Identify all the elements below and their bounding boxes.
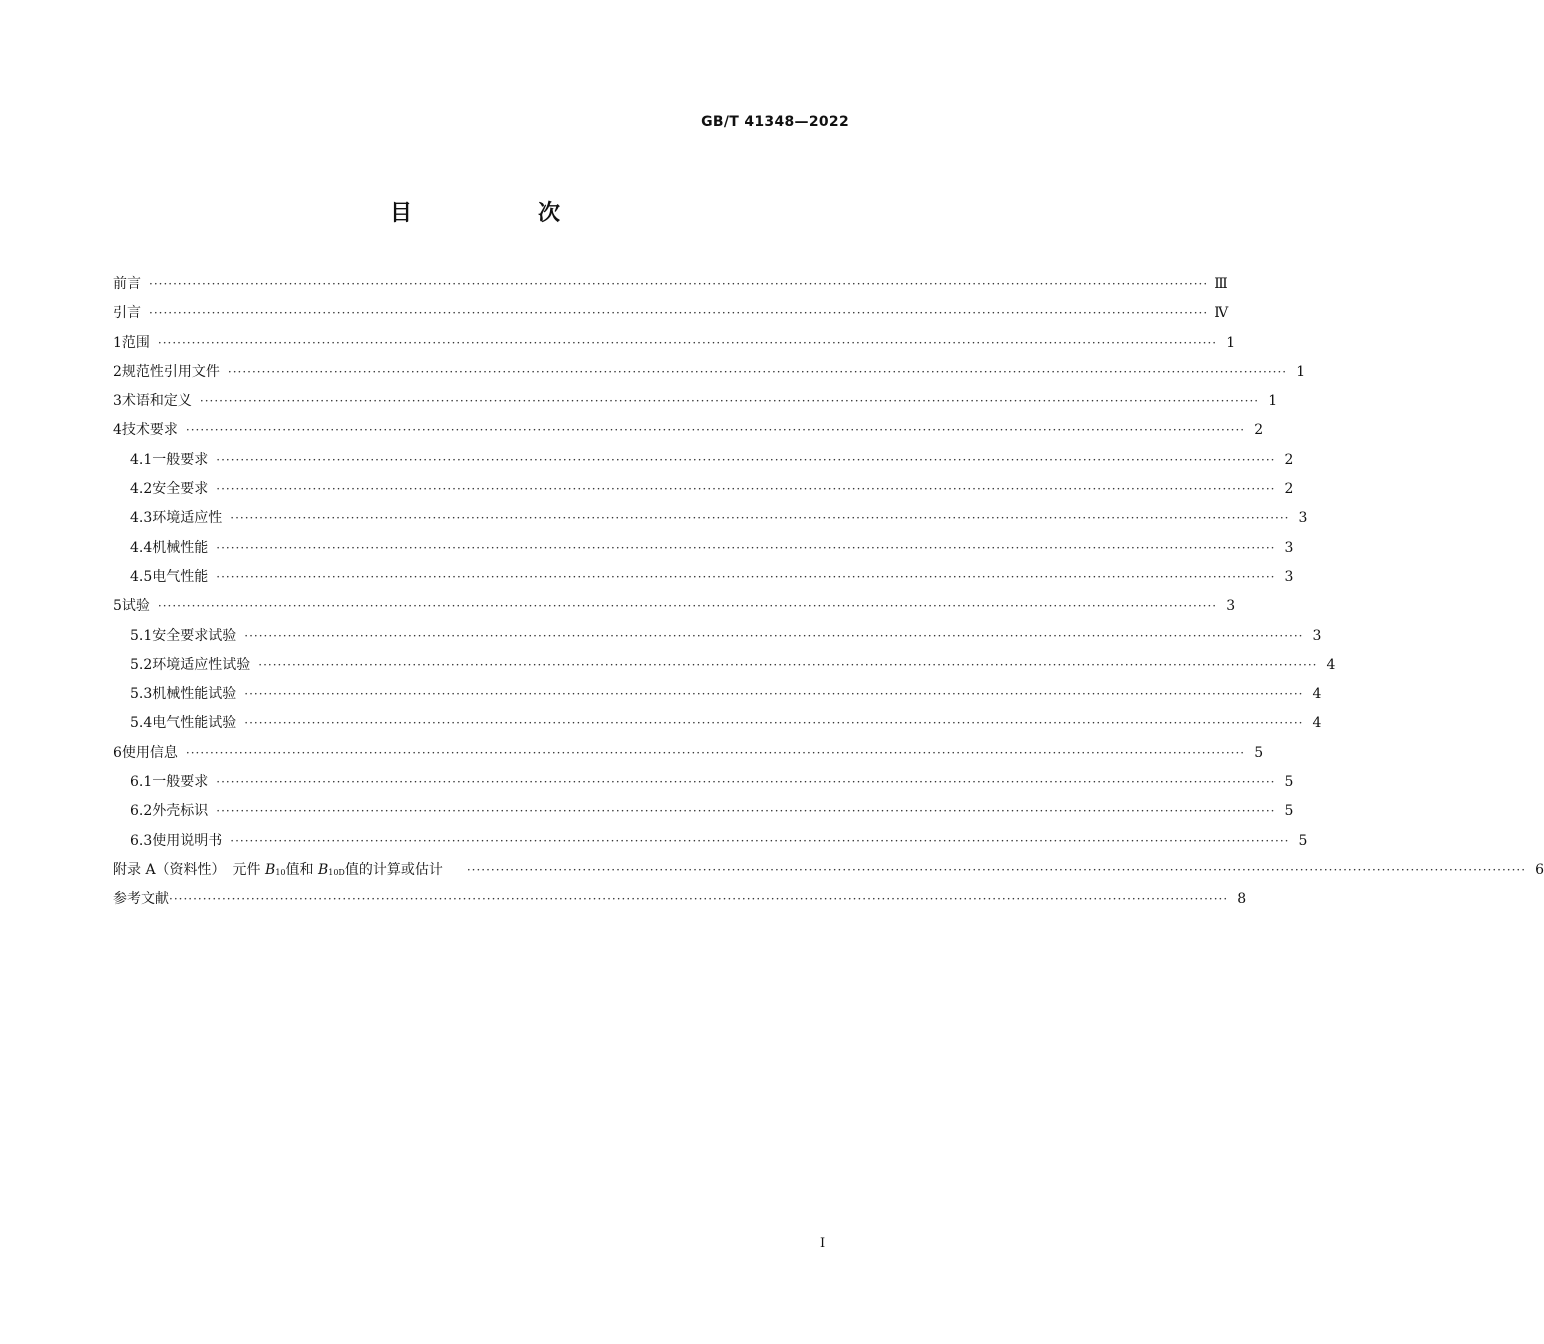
toc-page: 4 <box>1326 656 1336 673</box>
toc-label: 机械性能 <box>152 539 209 556</box>
leader-dots: ···························································································································································································································· <box>216 452 1276 467</box>
toc-page: 4 <box>1312 686 1322 703</box>
toc-label: 范围 <box>121 334 150 351</box>
toc-label: 电气性能 <box>152 568 209 585</box>
toc-page: 5 <box>1284 774 1294 791</box>
toc-page: 5 <box>1254 744 1264 761</box>
leader-dots: ···························································································································································································································· <box>227 364 1288 379</box>
toc-label: 安全要求 <box>152 481 209 498</box>
toc-label: 外壳标识 <box>152 803 209 820</box>
toc-page: Ⅲ <box>1214 276 1228 292</box>
toc-label: 电气性能试验 <box>152 715 237 732</box>
toc-entry-4-1[interactable] <box>113 446 1294 475</box>
toc-label: 环境适应性 <box>152 510 223 527</box>
toc-label: 参考文献 <box>113 891 169 908</box>
toc-label: 技术要求 <box>121 422 178 439</box>
annex-prefix: 附录 A（资料性） 元件 <box>113 861 266 878</box>
table-of-contents <box>113 270 1544 915</box>
toc-number: 4.3 <box>130 510 153 527</box>
toc-label: 术语和定义 <box>121 393 192 410</box>
page-title: 目 次 <box>389 201 612 226</box>
toc-number: 4.2 <box>130 481 153 498</box>
leader-dots: ···························································································································································································································· <box>244 628 1304 643</box>
toc-number: 6.2 <box>130 803 153 820</box>
leader-dots: ···························································································································································································································· <box>216 482 1276 497</box>
leader-dots: ···························································································································································································································· <box>216 569 1276 584</box>
toc-entry-4-3[interactable] <box>113 504 1308 533</box>
toc-entry-4-5[interactable] <box>113 563 1294 592</box>
toc-number: 4.4 <box>130 539 153 556</box>
leader-dots: ···························································································································································································································· <box>149 306 1209 321</box>
toc-number: 4.1 <box>130 451 153 468</box>
standard-code: GB/T 41348—2022 <box>701 114 849 130</box>
leader-dots: ···························································································································································································································· <box>216 804 1276 819</box>
annex-sub-10d: 10D <box>328 867 345 877</box>
toc-label: 一般要求 <box>152 451 209 468</box>
toc-page: 1 <box>1296 363 1306 380</box>
page-number: I <box>820 1236 826 1251</box>
toc-page: 5 <box>1298 832 1308 849</box>
toc-page: 3 <box>1312 627 1322 644</box>
toc-number: 6.3 <box>130 832 153 849</box>
toc-number: 5.3 <box>130 686 153 703</box>
toc-page: Ⅳ <box>1214 305 1229 322</box>
toc-label: 试验 <box>121 598 150 615</box>
toc-entry-6-1[interactable] <box>113 768 1294 797</box>
toc-page: 1 <box>1226 334 1236 351</box>
toc-page: 2 <box>1284 451 1294 468</box>
toc-number: 5.4 <box>130 715 153 732</box>
toc-number: 6.1 <box>130 774 153 791</box>
annex-var-b: B <box>265 861 276 878</box>
toc-page: 6 <box>1535 861 1544 878</box>
toc-entry-5-1[interactable] <box>113 622 1322 651</box>
leader-dots: ···························································································································································································································· <box>149 277 1209 291</box>
leader-dots: ···························································································································································································································· <box>230 511 1290 526</box>
toc-label: 一般要求 <box>152 774 209 791</box>
toc-entry-2[interactable] <box>113 358 1306 387</box>
toc-entry-4[interactable] <box>113 416 1264 445</box>
toc-page: 3 <box>1226 598 1236 615</box>
leader-dots: ···························································································································································································································· <box>216 540 1276 555</box>
toc-entry-5-2[interactable] <box>113 651 1336 680</box>
toc-entry-annex-a[interactable] <box>113 856 1544 885</box>
leader-dots: ···························································································································································································································· <box>169 892 1229 907</box>
toc-entry-references[interactable] <box>113 885 1247 914</box>
leader-dots: ···························································································································································································································· <box>244 687 1304 702</box>
leader-dots: ···························································································································································································································· <box>157 335 1218 350</box>
leader-dots: ···························································································································································································································· <box>258 657 1318 672</box>
toc-label: 安全要求试验 <box>152 627 237 644</box>
toc-entry-5[interactable] <box>113 592 1236 621</box>
leader-dots: ···························································································································································································································· <box>230 833 1290 848</box>
annex-sub-10: 10 <box>275 867 286 877</box>
annex-mid: 值和 <box>285 861 318 878</box>
toc-label: 使用信息 <box>121 744 178 761</box>
toc-number: 4 <box>113 422 122 439</box>
leader-dots: ···························································································································································································································· <box>466 862 1527 877</box>
toc-number: 3 <box>113 393 122 410</box>
toc-entry-1[interactable] <box>113 329 1236 358</box>
toc-number: 2 <box>113 363 122 380</box>
toc-entry-foreword[interactable] <box>113 270 1228 299</box>
toc-page: 3 <box>1284 568 1294 585</box>
leader-dots: ···························································································································································································································· <box>199 394 1260 409</box>
toc-entry-3[interactable] <box>113 387 1278 416</box>
toc-entry-6[interactable] <box>113 739 1264 768</box>
toc-entry-introduction[interactable] <box>113 299 1229 328</box>
toc-label: 环境适应性试验 <box>152 656 251 673</box>
toc-entry-5-3[interactable] <box>113 680 1322 709</box>
toc-page: 3 <box>1284 539 1294 556</box>
toc-page: 3 <box>1298 510 1308 527</box>
toc-page: 4 <box>1312 715 1322 732</box>
leader-dots: ···························································································································································································································· <box>157 599 1218 614</box>
toc-page: 5 <box>1284 803 1294 820</box>
toc-entry-4-4[interactable] <box>113 534 1294 563</box>
toc-number: 1 <box>113 334 122 351</box>
annex-var-b2: B <box>317 861 329 878</box>
toc-entry-6-3[interactable] <box>113 827 1308 856</box>
leader-dots: ···························································································································································································································· <box>244 716 1304 731</box>
toc-number: 5.2 <box>130 656 153 673</box>
toc-label: 使用说明书 <box>152 832 223 849</box>
toc-number: 5.1 <box>130 627 153 644</box>
toc-number: 5 <box>113 598 122 615</box>
toc-label: 前言 <box>113 276 141 292</box>
toc-entry-6-2[interactable] <box>113 797 1294 826</box>
toc-page: 2 <box>1254 422 1264 439</box>
toc-label <box>113 856 443 887</box>
toc-page: 2 <box>1284 481 1294 498</box>
toc-label: 引言 <box>113 305 141 322</box>
toc-entry-4-2[interactable] <box>113 475 1294 504</box>
toc-page: 8 <box>1237 891 1247 908</box>
leader-dots: ···························································································································································································································· <box>185 745 1246 760</box>
leader-dots: ···························································································································································································································· <box>185 423 1246 438</box>
toc-entry-5-4[interactable] <box>113 709 1322 738</box>
toc-number: 4.5 <box>130 568 153 585</box>
toc-number: 6 <box>113 744 122 761</box>
annex-suffix: 值的计算或估计 <box>344 861 443 878</box>
leader-dots: ···························································································································································································································· <box>216 775 1276 790</box>
toc-label: 规范性引用文件 <box>121 363 220 380</box>
toc-label: 机械性能试验 <box>152 686 237 703</box>
toc-page: 1 <box>1268 393 1278 410</box>
